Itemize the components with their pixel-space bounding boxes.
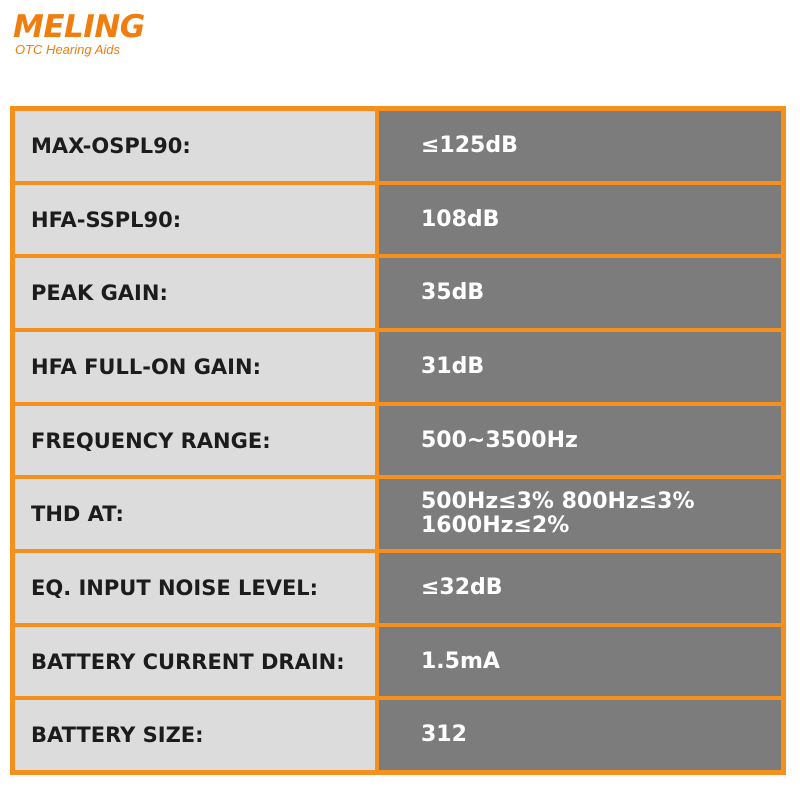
brand-name: MELING — [13, 9, 145, 45]
spec-value — [379, 406, 781, 476]
spec-row — [15, 553, 781, 623]
spec-table — [10, 106, 786, 775]
spec-label: HFA-SSPL90: — [15, 185, 375, 255]
spec-label: BATTERY SIZE: — [15, 700, 375, 770]
spec-value-line: 1600Hz≤2% — [421, 513, 570, 539]
spec-value-line: 500Hz≤3% 800Hz≤3% — [421, 489, 695, 515]
spec-label: MAX-OSPL90: — [15, 111, 375, 181]
spec-value-line: ≤32dB — [421, 574, 503, 600]
spec-label: PEAK GAIN: — [15, 258, 375, 328]
spec-row — [15, 479, 781, 549]
spec-row — [15, 258, 781, 328]
spec-value — [379, 185, 781, 255]
spec-value — [379, 332, 781, 402]
spec-label: EQ. INPUT NOISE LEVEL: — [15, 553, 375, 623]
spec-row — [15, 406, 781, 476]
spec-value — [379, 553, 781, 623]
brand-logo — [13, 10, 145, 57]
spec-value-line: 312 — [421, 722, 467, 748]
spec-row — [15, 332, 781, 402]
spec-label: FREQUENCY RANGE: — [15, 406, 375, 476]
spec-value-line: 31dB — [421, 353, 485, 379]
spec-value-line: 35dB — [421, 280, 485, 306]
spec-label: BATTERY CURRENT DRAIN: — [15, 627, 375, 697]
spec-label: HFA FULL-ON GAIN: — [15, 332, 375, 402]
spec-row — [15, 700, 781, 770]
spec-row — [15, 627, 781, 697]
spec-value-line: ≤125dB — [421, 132, 518, 158]
brand-tagline: OTC Hearing Aids — [15, 42, 120, 57]
spec-value-line: 108dB — [421, 206, 500, 232]
spec-value-line: 500~3500Hz — [421, 427, 578, 453]
spec-value — [379, 479, 781, 549]
spec-row — [15, 111, 781, 181]
spec-value — [379, 111, 781, 181]
spec-row — [15, 185, 781, 255]
spec-value — [379, 700, 781, 770]
spec-label: THD AT: — [15, 479, 375, 549]
spec-value — [379, 627, 781, 697]
spec-value — [379, 258, 781, 328]
spec-value-line: 1.5mA — [421, 648, 500, 674]
